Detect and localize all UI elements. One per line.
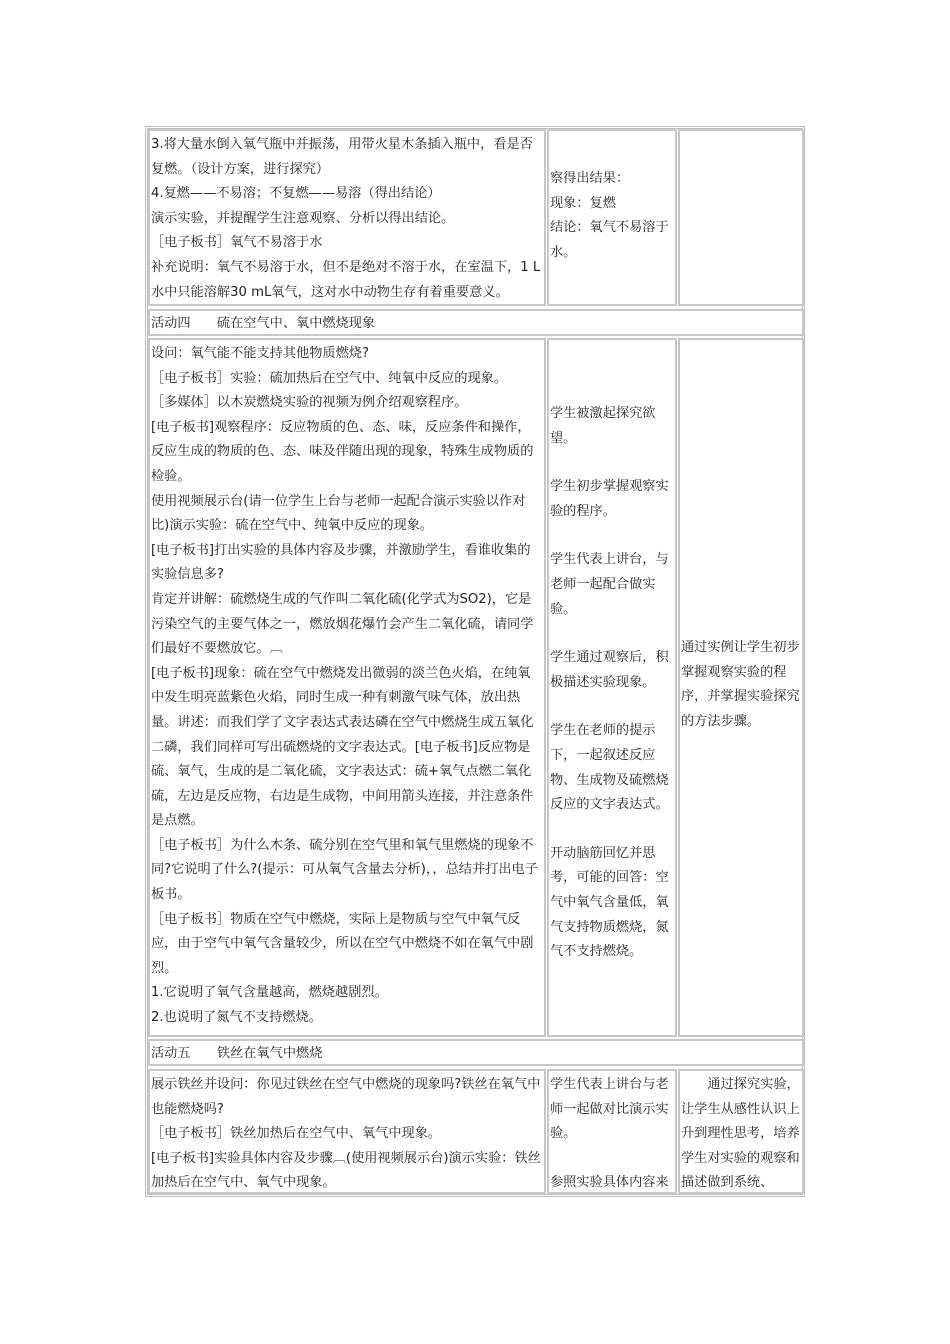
paragraph: [电子板书]打出实验的具体内容及步骤，并激励学生，看谁收集的实验信息多? [151, 542, 531, 583]
paragraph-text: [电子板书]实验具体内容及步骤 [151, 1150, 333, 1166]
paragraph [151, 1147, 543, 1194]
paragraph: 通过实例让学生初步掌握观察实验的程序，并掌握实验探究的方法步骤。 [681, 640, 800, 729]
paragraph: ［电子板书］铁丝加热后在空气中、氧气中现象。 [151, 1126, 442, 1142]
paragraph: 1.它说明了氧气含量越高，燃烧越剧烈。 [151, 985, 388, 1001]
row2-main-cell [148, 338, 546, 1037]
lesson-plan-table [145, 126, 805, 1197]
paragraph: [电子板书]现象：硫在空气中燃烧发出微弱的淡兰色火焰，在纯氧中发生明亮蓝紫色火焰，同时生成一种有刺激气味气体，放出热量。讲述：而我们学了文字表达式表达磷在空气中燃烧生成五氧化二磷，我们同样可写出硫燃烧的文字表达式。[电子板书]反应物是硫、氧气，生成的是二氧化硫，文字表达式：硫+氧气点燃二氧化硫，左边是反应物，右边是生成物，中间用箭头连接，并注意条件是点燃。 [151, 665, 534, 829]
paragraph: 学生初步掌握观察实验的程序。 [550, 479, 669, 519]
paragraph: ［电子板书］实验：硫加热后在空气中、纯氧中反应的现象。 [151, 370, 508, 386]
activity5-header [148, 1039, 804, 1066]
paragraph: 学生被激起探究欲望。 [550, 406, 656, 446]
paragraph: ［电子板书］物质在空气中燃烧，实际上是物质与空气中氧气反应，由于空气中氧气含量较少，所以在空气中燃烧不如在氧气中剧烈。 [151, 911, 534, 976]
placeholder-mark: ︹ [269, 641, 283, 657]
row2-intent-cell [678, 338, 804, 1037]
activity-title: 活动五 铁丝在氧气中燃烧 [151, 1046, 323, 1061]
paragraph: 学生通过观察后，积极描述实验现象。 [550, 650, 669, 690]
paragraph: 设问：氧气能不能支持其他物质燃烧? [151, 346, 369, 361]
paragraph-text: (使用视频展示台)演示实验：铁丝加热后在空气中、氧气中现象。 [151, 1150, 541, 1191]
paragraph: 3.将大量水倒入氧气瓶中并振荡，用带火星木条插入瓶中，看是否复燃。（设计方案，进行探究） [151, 137, 533, 177]
paragraph: 学生代表上讲台，与老师一起配合做实验。 [550, 552, 669, 617]
paragraph: 使用视频展示台(请一位学生上台与老师一起配合演示实验以作对比)演示实验：硫在空气中、纯氧中反应的现象。 [151, 493, 526, 534]
paragraph: ［电子板书］为什么木条、硫分别在空气里和氧气里燃烧的现象不同?它说明了什么?(提示：可从氧气含量去分析)，，总结并打出电子板书。 [151, 837, 538, 903]
paragraph: 补充说明：氧气不易溶于水，但不是绝对不溶于水，在室温下，1 L水中只能溶解30 mL氧气，这对水中动物生存有着重要意义。 [151, 259, 541, 300]
paragraph: 开动脑筋回忆并思考，可能的回答：空气中氧气含量低，氧气支持物质燃烧，氮气不支持燃烧。 [550, 845, 669, 960]
paragraph: 4.复燃——不易溶；不复燃——易溶（得出结论） [151, 186, 441, 202]
paragraph: 参照实验具体内容来 [550, 1174, 669, 1190]
row1-student-cell [547, 129, 677, 306]
paragraph: 学生在老师的提示下，一起叙述反应物、生成物及硫燃烧反应的文字表达式。 [550, 723, 669, 813]
paragraph: ［电子板书］氧气不易溶于水 [151, 235, 323, 251]
paragraph: 结论：氧气不易溶于水。 [550, 220, 669, 260]
paragraph: 学生代表上讲台与老师一起做对比演示实验。 [550, 1077, 669, 1142]
row3-main-cell [148, 1069, 546, 1194]
paragraph: ［多媒体］以木炭燃烧实验的视频为例介绍观察程序。 [151, 395, 468, 411]
row1-intent-cell [678, 129, 804, 306]
paragraph: 察得出结果： [550, 171, 630, 186]
paragraph: 展示铁丝并设问：你见过铁丝在空气中燃烧的现象吗?铁丝在氧气中也能燃烧吗? [151, 1077, 541, 1117]
paragraph: 演示实验，并提醒学生注意观察、分析以得出结论。 [151, 210, 455, 226]
row3-intent-cell [678, 1069, 804, 1194]
row1-main-cell [148, 129, 546, 306]
paragraph-text: 肯定并讲解：硫燃烧生成的气作叫二氧化硫(化学式为SO2)，它是污染空气的主要气体之一，燃放烟花爆竹会产生二氧化硫，请同学们最好不要燃放它。 [151, 591, 534, 657]
paragraph: 2.也说明了氮气不支持燃烧。 [151, 1010, 322, 1026]
placeholder-mark: ︹ [332, 1150, 346, 1166]
paragraph [151, 588, 543, 662]
activity-title: 活动四 硫在空气中、氧中燃烧现象 [151, 316, 376, 331]
paragraph: 现象：复燃 [550, 195, 616, 211]
paragraph: [电子板书]观察程序：反应物质的色、态、味，反应条件和操作，反应生成的物质的色、态、味及伴随出现的现象，特殊生成物质的检验。 [151, 419, 534, 484]
row2-student-cell [547, 338, 677, 1037]
paragraph: 通过探究实验，让学生从感性认识上升到理性思考，培养学生对实验的观察和描述做到系统、 [681, 1077, 800, 1191]
row3-student-cell [547, 1069, 677, 1194]
activity4-header [148, 309, 804, 336]
